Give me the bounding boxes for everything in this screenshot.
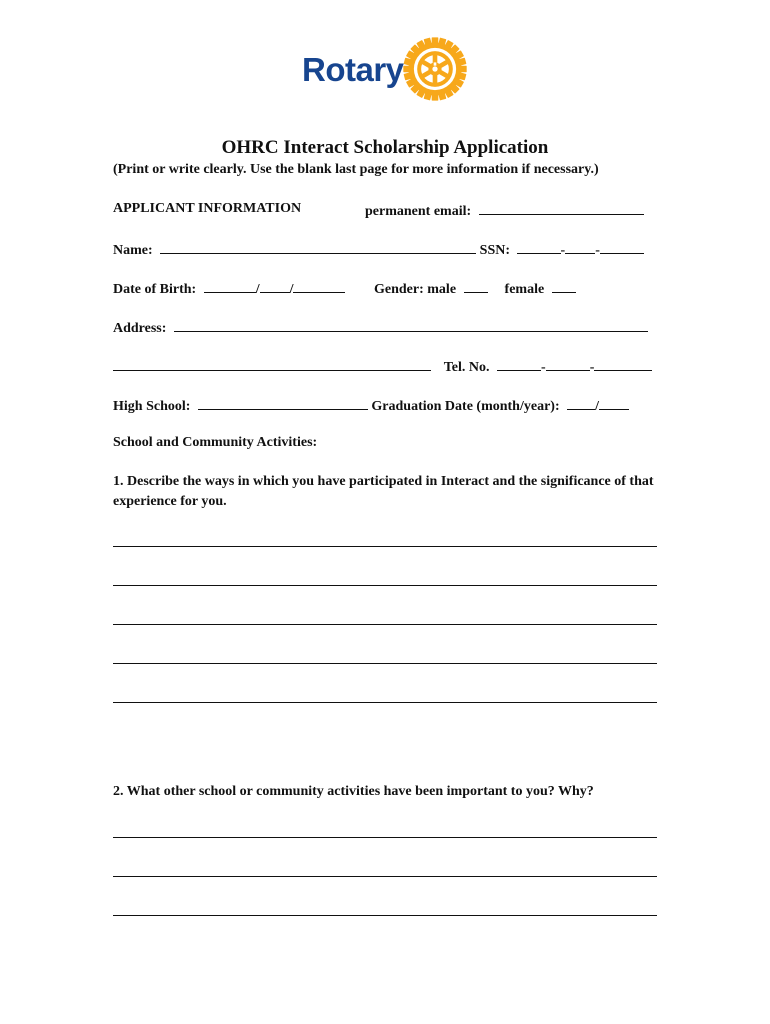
applicant-info-heading: APPLICANT INFORMATION bbox=[113, 201, 302, 216]
ssn-field-part3[interactable] bbox=[600, 239, 644, 254]
permanent-email-label: permanent email: bbox=[365, 204, 472, 219]
question-1-answer-line[interactable] bbox=[113, 663, 657, 664]
question-1-answer-line[interactable] bbox=[113, 546, 657, 547]
dob-gender-row bbox=[113, 278, 345, 299]
dob-year-field[interactable] bbox=[293, 278, 345, 293]
high-school-field[interactable] bbox=[198, 395, 368, 410]
form-subtitle: (Print or write clearly. Use the blank last page for more information if necessary.) bbox=[113, 162, 599, 177]
name-label: Name: bbox=[113, 243, 153, 258]
tel-area-field[interactable] bbox=[497, 356, 541, 371]
question-2-answer-line[interactable] bbox=[113, 915, 657, 916]
school-graduation-row bbox=[113, 395, 629, 416]
tel-prefix-field[interactable] bbox=[546, 356, 590, 371]
ssn-field-part1[interactable] bbox=[517, 239, 561, 254]
permanent-email-field[interactable] bbox=[479, 200, 644, 215]
question-1: 1. Describe the ways in which you have participated in Interact and the significance of that experience for you. bbox=[113, 474, 654, 509]
dob-label: Date of Birth: bbox=[113, 282, 197, 297]
rotary-gear-wheel-icon bbox=[402, 36, 468, 102]
name-field[interactable] bbox=[160, 239, 476, 254]
dob-month-field[interactable] bbox=[204, 278, 256, 293]
address-row bbox=[113, 317, 648, 338]
question-2-answer-line[interactable] bbox=[113, 876, 657, 877]
gender-female-field[interactable] bbox=[552, 278, 576, 293]
question-1-answer-line[interactable] bbox=[113, 702, 657, 703]
question-2: 2. What other school or community activities have been important to you? Why? bbox=[113, 784, 594, 799]
ssn-dash-2: - bbox=[595, 243, 600, 258]
rotary-logo bbox=[300, 36, 480, 106]
question-2-answer-line[interactable] bbox=[113, 837, 657, 838]
address-tel-row bbox=[113, 356, 652, 377]
activities-heading: School and Community Activities: bbox=[113, 435, 318, 450]
permanent-email-row bbox=[365, 200, 644, 221]
question-1-answer-line[interactable] bbox=[113, 585, 657, 586]
high-school-label: High School: bbox=[113, 399, 191, 414]
graduation-label: Graduation Date (month/year): bbox=[371, 399, 560, 414]
question-1-answer-line[interactable] bbox=[113, 624, 657, 625]
address-field-line1[interactable] bbox=[174, 317, 648, 332]
tel-dash-2: - bbox=[589, 360, 595, 375]
gender-male-label: Gender: male bbox=[374, 282, 457, 297]
address-field-line2[interactable] bbox=[113, 356, 431, 371]
gender-row bbox=[374, 278, 576, 299]
form-title: OHRC Interact Scholarship Application bbox=[221, 137, 549, 158]
rotary-wordmark: Rotary bbox=[302, 51, 404, 88]
gender-female-label: female bbox=[504, 282, 545, 297]
graduation-month-field[interactable] bbox=[567, 395, 595, 410]
tel-dash-1: - bbox=[541, 360, 546, 375]
ssn-field-part2[interactable] bbox=[565, 239, 595, 254]
graduation-slash: / bbox=[595, 399, 599, 414]
dob-slash-1: / bbox=[255, 282, 260, 297]
dob-slash-2: / bbox=[289, 282, 294, 297]
dob-day-field[interactable] bbox=[260, 278, 290, 293]
tel-label: Tel. No. bbox=[443, 360, 490, 375]
name-ssn-row bbox=[113, 239, 644, 260]
ssn-dash-1: - bbox=[560, 243, 566, 258]
tel-line-field[interactable] bbox=[594, 356, 652, 371]
graduation-year-field[interactable] bbox=[599, 395, 629, 410]
gender-male-field[interactable] bbox=[464, 278, 488, 293]
ssn-label: SSN: bbox=[479, 243, 511, 258]
address-label: Address: bbox=[113, 321, 167, 336]
